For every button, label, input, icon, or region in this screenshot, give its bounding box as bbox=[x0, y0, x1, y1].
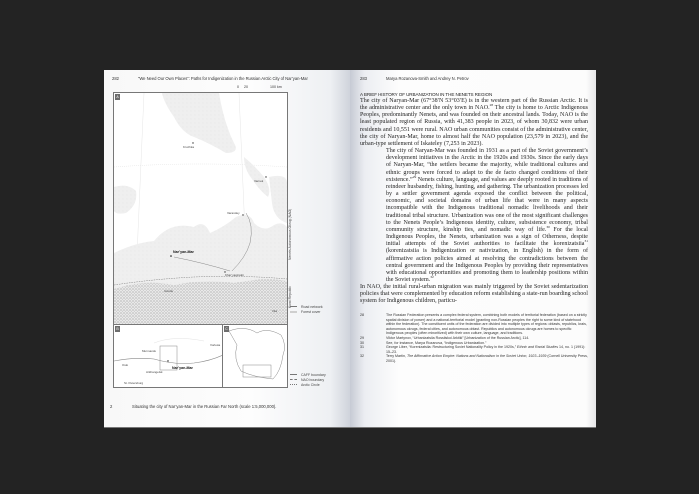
caff-boundary-swatch-icon bbox=[290, 374, 297, 375]
map-a-graphic bbox=[114, 93, 287, 325]
legend-label: Road network bbox=[301, 304, 323, 309]
footnote bbox=[360, 354, 588, 363]
place-label: Inta bbox=[272, 309, 278, 313]
legend-item bbox=[290, 382, 326, 387]
place-label-naryan-mar: Nar’yan-Mar bbox=[173, 250, 194, 254]
place-label: Varandey bbox=[227, 211, 240, 215]
footnote-ref[interactable]: 31 bbox=[584, 239, 588, 244]
map-c-graphic bbox=[223, 325, 287, 387]
paragraph: The city of Naryan-Mar (67°38′N 53°03′E) is in the western part of the Russian Arctic. It is the administrative center and the only town in NAO.$^{28}$ The city is home to Arctic Indigenous Peoples, predominantly Nenets, and was founded on their ancestral lands. Today, NAO is the least populated region of Russia, with 41,383 people in 2023, of whom 30,832 were urban residents and 10,551 were rural. NAO urban communities consist of the administrative center, the city of Naryan-Mar, home to almost half the NAO population (23,579 in 2023), and the urban-type settlement of Iskateley (7,253 in 2023). bbox=[360, 98, 589, 147]
panel-label-a: A bbox=[116, 95, 119, 99]
paragraph: In NAO, the initial rural-urban migration was mainly triggered by the Soviet sedentarization policies that were complemented by education reform establishing a state-run boarding school system for Indigenous children, particu- bbox=[360, 284, 588, 305]
map-panel-c bbox=[222, 324, 288, 388]
place-label-naryan-mar: Nar’yan-Mar bbox=[172, 366, 193, 370]
legend-label: NAO boundary bbox=[301, 377, 325, 382]
figure-number: 2 bbox=[110, 404, 113, 409]
body-text bbox=[360, 98, 588, 306]
road-swatch-icon bbox=[290, 306, 297, 307]
arctic-circle-swatch-icon bbox=[290, 384, 297, 385]
nao-boundary-swatch-icon bbox=[290, 379, 297, 380]
arctic-circle-line bbox=[114, 355, 223, 364]
footnote-number: 28 bbox=[360, 313, 364, 317]
footnote-text: Viktor Martynov, “Urbanizatsiia Rossiiskoi Arktiki” [Urbanization of the Russian Arctic], 114. bbox=[386, 335, 530, 340]
place-label: Varnek bbox=[254, 179, 264, 183]
book-spread bbox=[104, 70, 596, 427]
left-page bbox=[104, 70, 350, 427]
island-landmass bbox=[162, 93, 236, 153]
mainland bbox=[269, 176, 287, 223]
footnote-number: 31 bbox=[360, 345, 364, 350]
place-label: Usinsk bbox=[164, 289, 174, 293]
footnote-ref[interactable]: 29 bbox=[412, 174, 417, 179]
map-panel-b bbox=[113, 324, 224, 388]
map-legend-bottom bbox=[290, 372, 326, 387]
section-heading: A BRIEF HISTORY OF URBANIZATION IN THE NENETS REGION bbox=[360, 92, 493, 97]
legend-label: Forest cover bbox=[301, 309, 321, 314]
legend-label: CAFF boundary bbox=[301, 372, 326, 377]
panel-label-c: C bbox=[225, 327, 228, 331]
footnote-number: 30 bbox=[360, 340, 364, 345]
map-side-label-komi: Komi Republic bbox=[288, 286, 292, 308]
place-label: Oslo bbox=[122, 363, 129, 367]
footnote bbox=[360, 313, 588, 336]
right-page bbox=[350, 70, 596, 427]
place-label: St. Petersburg bbox=[124, 381, 144, 385]
place-label: Murmansk bbox=[142, 349, 157, 353]
caption-text: Situating the city of Nar’yan-Mar in the Russian Far North (scale 1:5,000,000). bbox=[132, 404, 277, 409]
running-head: Marya Rozanova-Smith and Andrey N. Petrov bbox=[386, 76, 469, 81]
map-legend-top bbox=[290, 304, 323, 314]
place-label: Kruzhka bbox=[183, 145, 195, 149]
page-number: 282 bbox=[112, 76, 119, 81]
map-side-label-nao: Nenets Autonomous Okrug (NAO) bbox=[288, 208, 292, 260]
figure-caption bbox=[110, 404, 276, 409]
panel-label-b: B bbox=[116, 327, 119, 331]
map-panel-a bbox=[113, 92, 288, 326]
map-scale-bar bbox=[237, 85, 285, 91]
map-b-graphic bbox=[114, 325, 223, 387]
legend-label: Arctic Circle bbox=[301, 382, 320, 387]
scale-tick: 20 bbox=[244, 85, 248, 89]
footnotes bbox=[360, 313, 588, 364]
footnote-ref[interactable]: 32 bbox=[430, 274, 434, 279]
scale-tick: 0 bbox=[237, 85, 239, 89]
forest-swatch-icon bbox=[290, 311, 297, 313]
page-number: 283 bbox=[360, 76, 367, 81]
inset-box bbox=[243, 365, 271, 377]
forest-cover bbox=[114, 279, 287, 325]
footnote-number: 29 bbox=[360, 335, 364, 340]
place-label: Vorkuta bbox=[210, 343, 221, 347]
footnote-ref[interactable]: 30 bbox=[546, 224, 550, 229]
footnote bbox=[360, 345, 588, 354]
footnote-number: 32 bbox=[360, 354, 364, 359]
paragraph: The city of Naryan-Mar was founded in 1931 as a part of the Soviet government’s development initiatives in the Arctic in the 1920s and 1930s. Since the early days of Naryan-Mar, “the settlers became the majority, while traditional cultures and ethnic groups were forced to adapt to the de facto changed conditions of their existence.”$^{29}$ Nenets culture, language, and values are deeply rooted in traditions of reindeer husbandry, fishing, hunting, and gathering. The urbanization processes led by a settler government agenda exposed the conflict between the political, economic, and societal domains of urban life that were in many aspects incompatible with the Indigenous traditional nomadic livelihoods and their traditional tribal structure. Urbanization was one of the most significant challenges to the Nenets People’s Indigenous identity, culture, subsistence economy, tribal community structure, kinship ties, and nomadic way of life.$^{30}$ For the local Indigenous Peoples, the Nenets, urbanization was a sign of Otherness, despite initial attempts of the Soviet authorities to facilitate the korenizatsiia$^{31}$ (korenizatsiia is Indigenization or nativization, in English) in the form of affirmative action policies aimed at resolving the contradictions between the central government and the Indigenous Peoples by providing their representatives with educational opportunities and promoting them to leadership positions within the Soviet system.$^{32}$ bbox=[386, 148, 588, 283]
running-head: “We Need Our Own Places”: Paths for Indigenization in the Russian Arctic City of Nar’yan-Mar bbox=[138, 76, 308, 81]
footnote-text: The Russian Federation presents a complex federal system, combining both models of territorial federation (based on a strictly spatial division of power) and a national-territorial model (granting non-Russian peoples the right to some kind of statehood within the federation). The constituent units of the federation are divided into multiple types of regions: oblasts, republics, krais, autonomous okrugs, federal cities, and autonomous oblast. Republics and autonomous okrugs are homes to specific Indigenous peoples (often minoritized) with their own culture, language, and traditions. bbox=[386, 313, 587, 336]
legend-item bbox=[290, 309, 323, 314]
island-landmass bbox=[114, 186, 136, 214]
place-label: Khar’yaginskii bbox=[225, 273, 244, 277]
footnote-text: See, for instance, Marya Rozanova, “Indigenous Urbanization.” bbox=[386, 340, 487, 345]
place-label: Arkhangelsk bbox=[146, 370, 163, 374]
footnote-text: George Liber, “Korenizatsiia: Restructuring Soviet Nationality Policy in the 1920s,” Ethnic and Racial Studies 14, no. 1 (1991): 15–23. bbox=[386, 345, 586, 354]
region-outline bbox=[229, 328, 285, 379]
footnote-text: Terry Martin, The Affirmative Action Empire: Nations and Nationalism in the Soviet Union, 1923–1939 (Cornell University Press, 2001). bbox=[386, 354, 588, 363]
scale-tick: 100 km bbox=[270, 85, 282, 89]
footnote-ref[interactable]: 28 bbox=[489, 103, 494, 108]
